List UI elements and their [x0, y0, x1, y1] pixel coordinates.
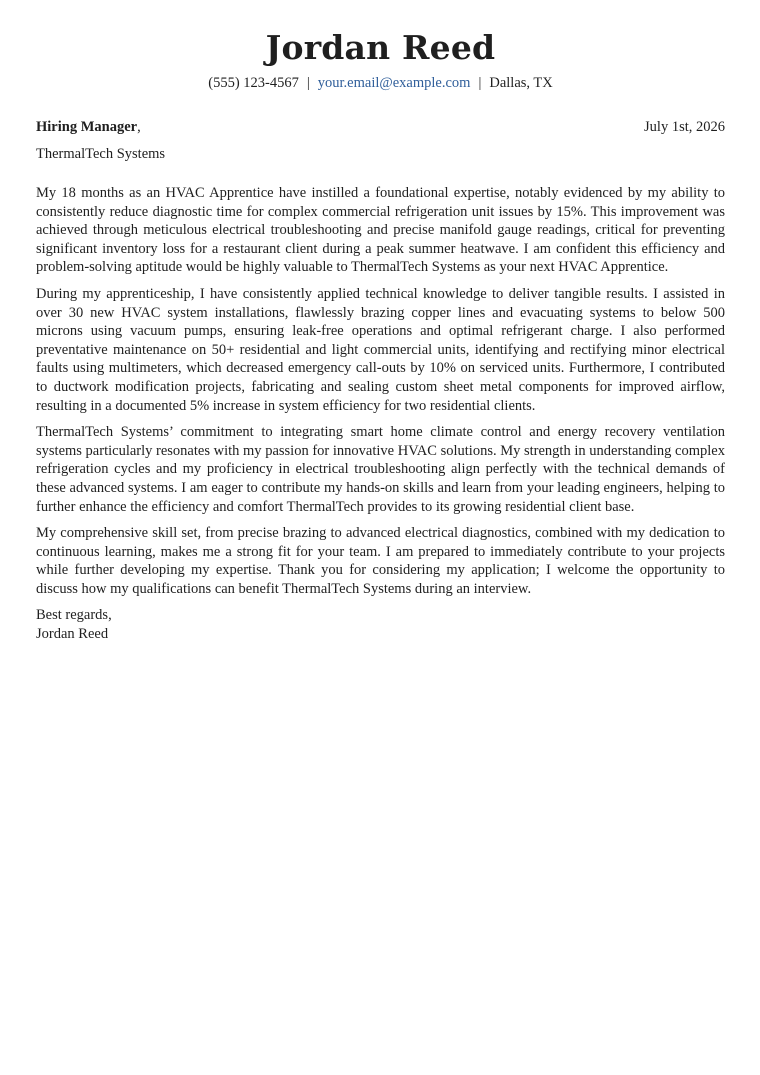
salutation: [36, 118, 141, 136]
phone-number: (555) 123-4567: [208, 75, 299, 91]
closing-block: [36, 606, 725, 643]
letter-body: [36, 184, 725, 598]
recipient-row: [36, 118, 725, 136]
applicant-name: Jordan Reed: [265, 28, 496, 67]
email-link[interactable]: your.email@example.com: [317, 75, 471, 91]
recipient-company: ThermalTech Systems: [36, 146, 166, 162]
location: Dallas, TX: [489, 75, 553, 91]
sign-off: Best regards,: [36, 607, 112, 624]
body-paragraph-2: During my apprenticeship, I have consistently applied technical knowledge to deliver tangible results. I assisted in over 30 new HVAC system installations, flawlessly brazing copper lines and evacuating systems to below 500 microns using vacuum pumps, ensuring leak-free operations and optimal refrigerant charge. I also performed preventative maintenance on 50+ residential and light commercial units, identifying and rectifying minor electrical faults using multimeters, which decreased emergency call-outs by 10% on serviced units. Furthermore, I contributed to ductwork modification projects, fabricating and sealing custom sheet metal components for improved airflow, resulting in a documented 5% increase in system efficiency for two residential clients.: [36, 285, 725, 414]
contact-separator: |: [306, 75, 310, 91]
salutation-comma: ,: [137, 119, 141, 135]
body-paragraph-3: ThermalTech Systems’ commitment to integrating smart home climate control and energy recovery ventilation systems particularly resonates with my passion for innovative HVAC solutions. My strength in understanding complex refrigeration cycles and my proficiency in electrical troubleshooting align perfectly with the technical demands of these advanced systems. I am eager to contribute my hands-on skills and learn from your leading engineers, helping to further enhance the efficiency and comfort ThermalTech provides to its growing residential client base.: [36, 424, 725, 515]
recipient-name: Hiring Manager: [36, 119, 138, 135]
letter-date: July 1st, 2026: [644, 119, 725, 135]
cover-letter-page: [36, 24, 725, 644]
contact-line: [36, 73, 725, 93]
contact-separator: |: [478, 75, 482, 91]
body-paragraph-4: My comprehensive skill set, from precise brazing to advanced electrical diagnostics, combined with my dedication to continuous learning, makes me a strong fit for your team. I am prepared to immediately contribute to your projects while further developing my expertise. Thank you for considering my application; I welcome the opportunity to discuss how my qualifications can benefit ThermalTech Systems during an interview.: [36, 525, 725, 597]
signature: Jordan Reed: [36, 626, 109, 643]
body-paragraph-1: My 18 months as an HVAC Apprentice have instilled a foundational expertise, notably evidenced by my ability to consistently reduce diagnostic time for complex commercial refrigeration unit issues by 15%. This improvement was achieved through meticulous electrical troubleshooting and precise manifold gauge readings, critical for preventing significant inventory loss for a restaurant client during a peak summer heatwave. I am confident this efficiency and problem-solving aptitude would be highly valuable to ThermalTech Systems as your next HVAC Apprentice.: [36, 185, 725, 276]
